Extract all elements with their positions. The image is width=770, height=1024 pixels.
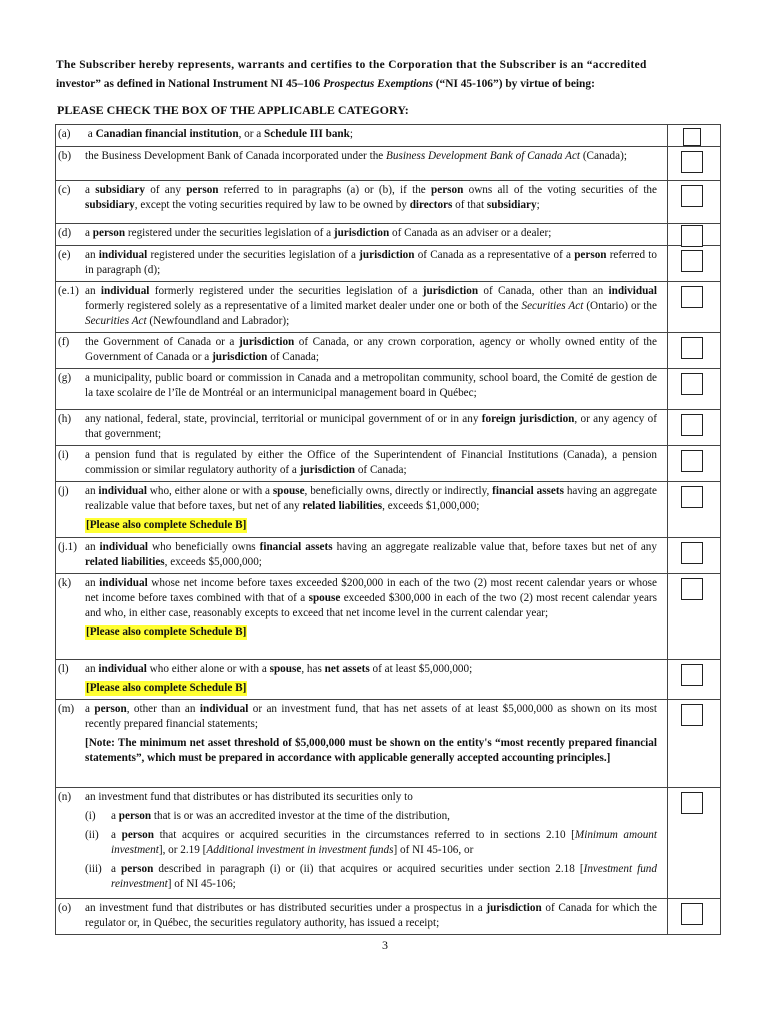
sub-item-i: (i) a person that is or was an accredited investor at the time of the distribution,: [85, 810, 450, 822]
category-label: (o): [56, 899, 84, 935]
checkbox-g[interactable]: [681, 373, 703, 395]
category-label: (d): [56, 224, 84, 246]
category-row-n: [56, 788, 721, 899]
schedule-b-note: [Please also complete Schedule B]: [86, 519, 247, 531]
category-text: an investment fund that distributes or has distributed securities under a prospectus in a jurisdiction of Canada for which the regulator or, in Québec, the securities regulatory authority, has issued a receipt;: [83, 899, 668, 935]
category-label: (g): [56, 369, 84, 410]
category-label: (c): [56, 181, 84, 224]
category-text: the Business Development Bank of Canada incorporated under the Business Development Bank of Canada Act (Canada);: [83, 147, 668, 181]
checkbox-k[interactable]: [681, 578, 703, 600]
checkbox-h[interactable]: [681, 414, 703, 436]
checkbox-cell: [668, 410, 721, 446]
category-text: the Government of Canada or a jurisdiction of Canada, or any crown corporation, agency or wholly owned entity of the Government of Canada or a jurisdiction of Canada;: [83, 333, 668, 369]
category-text: a subsidiary of any person referred to in paragraphs (a) or (b), if the person owns all of the voting securities of the subsidiary, except the voting securities required by law to be owned by directors of that subsidiary;: [83, 181, 668, 224]
category-text: a Canadian financial institution, or a Schedule III bank;: [83, 125, 668, 147]
schedule-b-note: [Please also complete Schedule B]: [86, 626, 247, 638]
category-row-o: [56, 899, 721, 935]
category-text: an individual who, either alone or with a spouse, beneficially owns, directly or indirectly, financial assets having an aggregate realizable value that before taxes, but net of any related liabilities, exceeds $1,000,000; [Please also complete Schedule B]: [83, 482, 668, 538]
checkbox-f[interactable]: [681, 337, 703, 359]
category-label: (e): [56, 246, 84, 282]
page-number: 3: [382, 938, 388, 952]
category-row-k: [56, 574, 721, 660]
category-label: (i): [56, 446, 84, 482]
checkbox-e[interactable]: [681, 250, 703, 272]
checkbox-j1[interactable]: [681, 542, 703, 564]
sub-item-iii: (iii) a person described in paragraph (i) or (ii) that acquires or acquired securities under section 2.18 [Investment fund reinvestment] of NI 45-106;: [85, 863, 657, 890]
category-row-b: [56, 147, 721, 181]
category-row-h: [56, 410, 721, 446]
category-row-m: [56, 700, 721, 788]
category-label: (a): [56, 125, 84, 147]
intro-line-2b: (“NI 45-106”) by virtue of being:: [432, 78, 595, 90]
category-label: (b): [56, 147, 84, 181]
checkbox-cell: [668, 574, 721, 660]
checkbox-cell: [668, 788, 721, 899]
checkbox-cell: [668, 224, 721, 246]
checkbox-cell: [668, 899, 721, 935]
category-text: an individual who either alone or with a spouse, has net assets of at least $5,000,000; [Please also complete Schedule B]: [83, 660, 668, 700]
checkbox-a[interactable]: [683, 128, 701, 146]
sub-item-ii: (ii) a person that acquires or acquired securities in the circumstances referred to in sections 2.10 [Minimum amount investment], or 2.19 [Additional investment in investment funds] of NI 45-106, or: [85, 829, 657, 856]
checkbox-cell: [668, 482, 721, 538]
net-asset-note: [Note: The minimum net asset threshold of $5,000,000 must be shown on the entity's “most recently prepared financial statements”, which must be prepared in accordance with applicable generally accepted accounting principles.]: [85, 737, 657, 764]
category-label: (j): [56, 482, 84, 538]
category-text: a municipality, public board or commission in Canada and a metropolitan community, school board, the Comité de gestion de la taxe scolaire de l’île de Montréal or an intermunicipal management board in Québec;: [83, 369, 668, 410]
category-row-l: [56, 660, 721, 700]
category-row-d: [56, 224, 721, 246]
category-label: (h): [56, 410, 84, 446]
checkbox-c[interactable]: [681, 185, 703, 207]
checkbox-cell: [668, 369, 721, 410]
category-text: a pension fund that is regulated by either the Office of the Superintendent of Financial Institutions (Canada), a pension commission or similar regulatory authority of a jurisdiction of Canada;: [83, 446, 668, 482]
checkbox-cell: [668, 538, 721, 574]
intro-line-1: The Subscriber hereby represents, warrants and certifies to the Corporation that the Subscriber is an “accredited: [56, 59, 647, 71]
checkbox-cell: [668, 246, 721, 282]
checkbox-m[interactable]: [681, 704, 703, 726]
category-text: an individual registered under the securities legislation of a jurisdiction of Canada as a representative of a person referred to in paragraph (d);: [83, 246, 668, 282]
category-text: a person registered under the securities legislation of a jurisdiction of Canada as an adviser or a dealer;: [83, 224, 668, 246]
intro-line-2a: investor” as defined in National Instrument NI 45–106: [56, 78, 324, 90]
category-row-c: [56, 181, 721, 224]
checkbox-b[interactable]: [681, 151, 703, 173]
category-row-a: [56, 125, 721, 147]
category-row-j: [56, 482, 721, 538]
category-label: (l): [56, 660, 84, 700]
checkbox-cell: [668, 660, 721, 700]
category-text: an individual formerly registered under the securities legislation of a jurisdiction of Canada, other than an individual formerly registered solely as a representative of a limited market dealer under one or both of the Securities Act (Ontario) or the Securities Act (Newfoundland and Labrador);: [83, 282, 668, 333]
category-label: (m): [56, 700, 84, 788]
category-label: (n): [56, 788, 84, 899]
checkbox-cell: [668, 125, 721, 147]
category-label: (f): [56, 333, 84, 369]
checkbox-l[interactable]: [681, 664, 703, 686]
checkbox-j[interactable]: [681, 486, 703, 508]
checkbox-cell: [668, 446, 721, 482]
category-label: (k): [56, 574, 84, 660]
category-table: [55, 124, 721, 935]
category-label: (j.1): [56, 538, 84, 574]
category-heading: PLEASE CHECK THE BOX OF THE APPLICABLE CATEGORY:: [57, 103, 409, 117]
category-row-e: [56, 246, 721, 282]
checkbox-cell: [668, 333, 721, 369]
intro-instrument-title: Prospectus Exemptions: [323, 78, 433, 90]
checkbox-cell: [668, 700, 721, 788]
checkbox-i[interactable]: [681, 450, 703, 472]
category-row-g: [56, 369, 721, 410]
category-row-e1: [56, 282, 721, 333]
category-row-j1: [56, 538, 721, 574]
category-text: an individual who beneficially owns financial assets having an aggregate realizable value that, before taxes but net of any related liabilities, exceeds $5,000,000;: [83, 538, 668, 574]
category-text: a person, other than an individual or an investment fund, that has net assets of at least $5,000,000 as shown on its most recently prepared financial statements; [Note: The minimum net asset threshold of $5,000,000 must be shown on the entity's “most recently prepared financial statements”, which must be prepared in accordance with applicable generally accepted accounting principles.]: [83, 700, 668, 788]
category-row-f: [56, 333, 721, 369]
checkbox-e1[interactable]: [681, 286, 703, 308]
checkbox-n[interactable]: [681, 792, 703, 814]
checkbox-o[interactable]: [681, 903, 703, 925]
intro-paragraph: [56, 56, 716, 94]
schedule-b-note: [Please also complete Schedule B]: [86, 682, 247, 694]
category-text: an individual whose net income before taxes exceeded $200,000 in each of the two (2) most recent calendar years or whose net income before taxes combined with that of a spouse exceeded $300,000 in each of the two (2) most recent calendar years and who, in either case, reasonably excepts to exceed that net income level in the current calendar year; [Please also complete Schedule B]: [83, 574, 668, 660]
category-row-i: [56, 446, 721, 482]
checkbox-cell: [668, 147, 721, 181]
checkbox-d[interactable]: [681, 225, 703, 247]
checkbox-cell: [668, 282, 721, 333]
category-text: any national, federal, state, provincial, territorial or municipal government of or in any foreign jurisdiction, or any agency of that government;: [83, 410, 668, 446]
category-text: an investment fund that distributes or has distributed its securities only to (i) a person that is or was an accredited investor at the time of the distribution, (ii) a person that acquires or acquired securities in the circumstances referred to in sections 2.10 [Minimum amount investment], or 2.19 [Additional investment in investment funds] of NI 45-106, or (iii) a person described in paragraph (i) or (ii) that acquires or acquired securities under section 2.18 [Investment fund reinvestment] of NI 45-106;: [83, 788, 668, 899]
category-label: (e.1): [56, 282, 84, 333]
checkbox-cell: [668, 181, 721, 224]
